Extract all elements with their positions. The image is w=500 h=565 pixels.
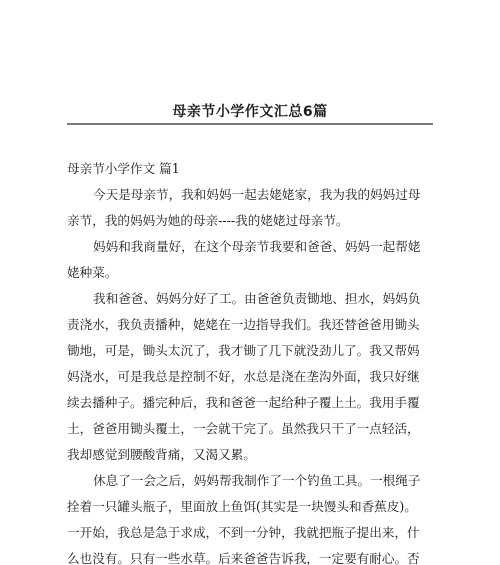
text-line: 我和爸爸、妈妈分好了工。由爸爸负责锄地、担水，妈妈负	[93, 291, 421, 306]
title-divider	[67, 123, 433, 125]
document-body	[67, 156, 435, 565]
text-line: 妈妈和我商量好，在这个母亲节我要和爸爸、妈妈一起帮姥	[93, 239, 421, 254]
section-heading: 母亲节小学作文 篇1	[67, 161, 180, 176]
document-title: 母亲节小学作文汇总6篇	[172, 104, 328, 120]
text-line: 姥种菜。	[67, 265, 118, 280]
text-line: 妈浇水，可是我总是控制不好，水总是浇在垄沟外面，我只好继	[67, 369, 420, 384]
text-line: 锄地，可是，锄头太沉了，我才锄了几下就没劲儿了。我又帮妈	[67, 343, 420, 358]
body-lines	[67, 182, 435, 565]
text-line: 今天是母亲节，我和妈妈一起去姥姥家，我为我的妈妈过母	[93, 187, 421, 202]
text-line: 一开始，我总是急于求成，不到一分钟，我就把瓶子提出来，什	[67, 525, 420, 540]
text-line: 土，爸爸用锄头覆土，一会就干完了。虽然我只干了一点轻活，	[67, 421, 420, 436]
text-line: 续去播种子。播完种后，我和爸爸一起给种子覆上土。我用手覆	[67, 395, 420, 410]
text-line: 我却感觉到腰酸背痛，又渴又累。	[67, 447, 256, 462]
text-line: 拴着一只罐头瓶子，里面放上鱼饵(其实是一块馒头和香蕉皮)。	[67, 499, 417, 514]
text-line: 亲节，我的妈妈为她的母亲----我的姥姥过母亲节。	[67, 213, 349, 228]
text-line: 休息了一会之后，妈妈帮我制作了一个钓鱼工具。一根绳子	[93, 473, 421, 488]
text-line: 责浇水，我负责播种，姥姥在一边指导我们。我还替爸爸用锄头	[67, 317, 420, 332]
text-line: 么也没有。只有一些水草。后来爸爸告诉我，一定要有耐心。否	[67, 551, 420, 565]
